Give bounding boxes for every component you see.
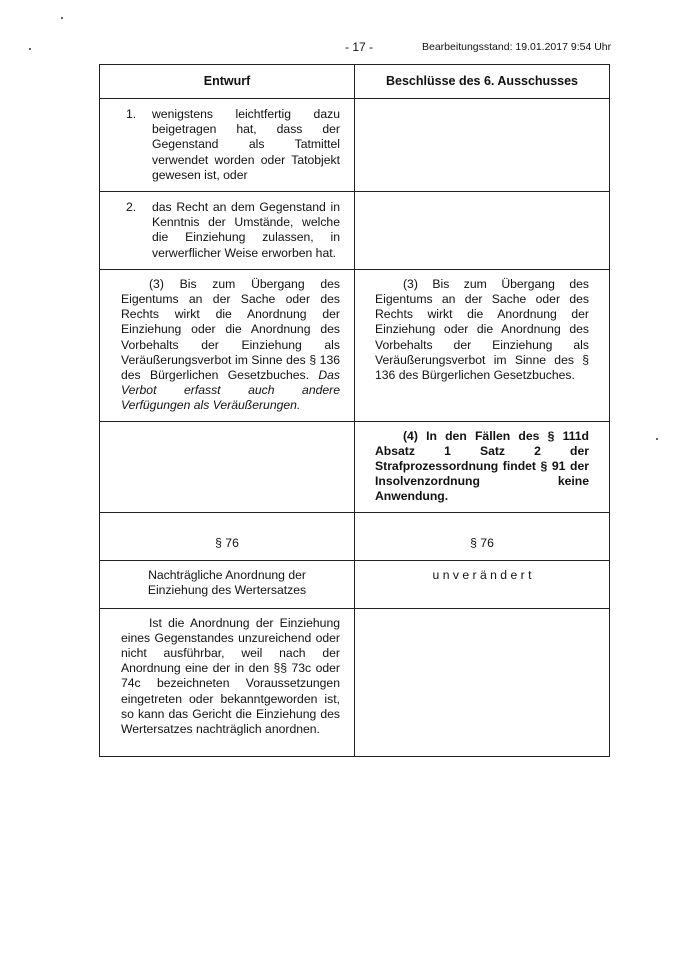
table-row — [100, 269, 610, 421]
enumerated-item — [100, 192, 354, 269]
item-number: 1. — [126, 107, 137, 121]
empty-cell — [100, 421, 355, 512]
empty-cell — [355, 608, 610, 756]
column-header-committee: Beschlüsse des 6. Ausschusses — [355, 65, 610, 99]
scan-speck — [29, 48, 31, 50]
paragraph-italic-addition: Das Verbot erfasst auch andere Verfügungen als Veräußerungen. — [121, 368, 340, 413]
table-row — [100, 512, 610, 560]
section-body: Ist die Anordnung der Einziehung eines Gegenstandes unzureichend oder nicht ausführbar, weil nach der Anordnung eine der in den §§ 73c oder 74c bezeichneten Voraussetzungen eingetreten oder bekanntgeworden ist, so kann das Gericht die Einziehung des Wertersatzes nachträglich anordnen. — [121, 615, 340, 737]
table-row — [100, 421, 610, 512]
table-row — [100, 99, 610, 192]
item-text: das Recht an dem Gegenstand in Kenntnis der Umstände, welche die Einziehung zulassen, in verwerflicher Weise erworben hat. — [152, 200, 340, 260]
scan-speck — [61, 17, 63, 19]
paragraph-text: (3) Bis zum Übergang des Eigentums an der Sache oder des Rechts wirkt die Anordnung der Einziehung oder die Anordnung des Vorbehalts der Einziehung als Veräußerungsverbot im Sinne des § 136 des Bürgerlichen Gesetzbuches. — [121, 276, 340, 383]
table-row — [100, 608, 610, 756]
section-number: § 76 — [470, 536, 494, 551]
empty-cell — [355, 99, 610, 192]
section-title: Nachträgliche Anordnung der Einziehung des Wertersatzes — [147, 567, 307, 597]
section-number: § 76 — [215, 536, 239, 551]
unchanged-note: u n v e r ä n d e r t — [432, 567, 532, 582]
empty-cell — [355, 192, 610, 270]
edit-status: Bearbeitungsstand: 19.01.2017 9:54 Uhr — [422, 41, 612, 53]
comparison-table — [99, 64, 610, 757]
page-number: - 17 - — [345, 40, 374, 54]
column-header-draft: Entwurf — [100, 65, 355, 99]
enumerated-item — [100, 99, 354, 191]
table-row — [100, 560, 610, 608]
item-text: wenigstens leichtfertig dazu beigetragen hat, dass der Gegenstand als Tatmittel verwendet worden oder Tatobjekt gewesen ist, oder — [152, 107, 340, 182]
paragraph-3-draft — [100, 270, 354, 421]
scan-speck — [656, 438, 658, 440]
table-header-row — [100, 65, 610, 99]
item-number: 2. — [126, 200, 137, 215]
paragraph-3-committee: (3) Bis zum Übergang des Eigentums an der Sache oder des Rechts wirkt die Anordnung der Einziehung oder die Anordnung des Vorbehalts der Einziehung als Veräußerungsverbot im Sinne des § 136 des Bürgerlichen Gesetzbuches. — [375, 276, 589, 383]
table-row — [100, 192, 610, 270]
paragraph-4-committee: (4) In den Fällen des § 111d Absatz 1 Satz 2 der Strafprozessordnung findet § 91 der Insolvenzordnung keine Anwendung. — [375, 428, 589, 504]
